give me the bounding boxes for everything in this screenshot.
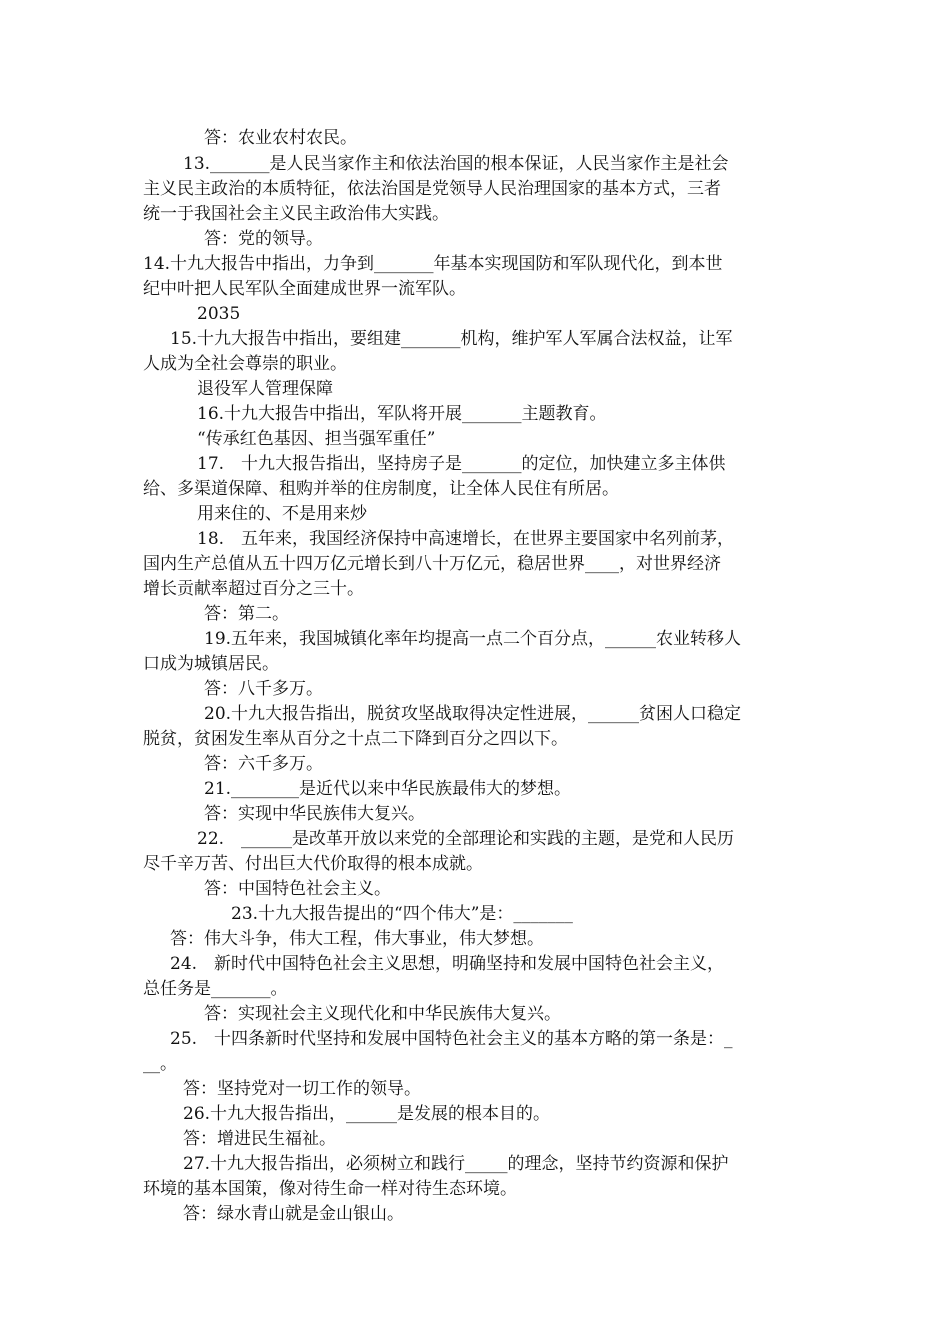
answer-14: 2035 (197, 304, 241, 324)
question-18-line-2: 国内生产总值从五十四万亿元增长到八十万亿元，稳居世界____，对世界经济 (143, 554, 721, 574)
question-24-line-2: 总任务是_______。 (143, 979, 288, 999)
question-21: 21.________是近代以来中华民族最伟大的梦想。 (204, 779, 572, 799)
question-17-line-2: 给、多渠道保障、租购并举的住房制度，让全体人民住有所居。 (143, 479, 619, 499)
answer-23: 答：伟大斗争，伟大工程，伟大事业，伟大梦想。 (170, 929, 544, 949)
answer-15: 退役军人管理保障 (197, 379, 333, 399)
question-13-line-1: 13._______是人民当家作主和依法治国的根本保证，人民当家作主是社会 (183, 154, 729, 174)
answer-17: 用来住的、不是用来炒 (197, 504, 367, 524)
question-19-line-1: 19.五年来，我国城镇化率年均提高一点二个百分点，______农业转移人 (204, 629, 742, 649)
answer-22: 答：中国特色社会主义。 (204, 879, 391, 899)
answer-25: 答：坚持党对一切工作的领导。 (183, 1079, 421, 1099)
answer-18: 答：第二。 (204, 604, 289, 624)
question-14-line-1: 14.十九大报告中指出，力争到_______年基本实现国防和军队现代化，到本世 (143, 254, 723, 274)
question-15-line-2: 人成为全社会尊崇的职业。 (143, 354, 347, 374)
answer-13: 答：党的领导。 (204, 229, 323, 249)
answer-19: 答：八千多万。 (204, 679, 323, 699)
question-17-line-1: 17. 十九大报告指出，坚持房子是_______的定位，加快建立多主体供 (197, 454, 726, 474)
question-13-line-3: 统一于我国社会主义民主政治伟大实践。 (143, 204, 449, 224)
question-27-line-2: 环境的基本国策，像对待生命一样对待生态环境。 (143, 1179, 517, 1199)
question-22-line-1: 22. ______是改革开放以来党的全部理论和实践的主题，是党和人民历 (197, 829, 735, 849)
question-26: 26.十九大报告指出，______是发展的根本目的。 (183, 1104, 551, 1124)
answer-27: 答：绿水青山就是金山银山。 (183, 1204, 404, 1224)
question-14-line-2: 纪中叶把人民军队全面建成世界一流军队。 (143, 279, 466, 299)
question-25-line-2: __。 (143, 1054, 177, 1074)
question-16: 16.十九大报告中指出，军队将开展_______主题教育。 (197, 404, 607, 424)
question-20-line-1: 20.十九大报告指出，脱贫攻坚战取得决定性进展，______贫困人口稳定 (204, 704, 742, 724)
question-18-line-1: 18. 五年来，我国经济保持中高速增长，在世界主要国家中名列前茅， (197, 529, 735, 549)
answer-16: “传承红色基因、担当强军重任” (197, 429, 436, 449)
question-27-line-1: 27.十九大报告指出，必须树立和践行_____的理念，坚持节约资源和保护 (183, 1154, 729, 1174)
question-24-line-1: 24. 新时代中国特色社会主义思想，明确坚持和发展中国特色社会主义， (170, 954, 725, 974)
question-19-line-2: 口成为城镇居民。 (143, 654, 279, 674)
question-18-line-3: 增长贡献率超过百分之三十。 (143, 579, 364, 599)
question-20-line-2: 脱贫，贫困发生率从百分之十点二下降到百分之四以下。 (143, 729, 568, 749)
question-23: 23.十九大报告提出的“四个伟大”是：_______ (231, 904, 573, 924)
answer-21: 答：实现中华民族伟大复兴。 (204, 804, 425, 824)
answer-24: 答：实现社会主义现代化和中华民族伟大复兴。 (204, 1004, 561, 1024)
question-15-line-1: 15.十九大报告中指出，要组建_______机构，维护军人军属合法权益，让军 (170, 329, 733, 349)
question-22-line-2: 尽千辛万苦、付出巨大代价取得的根本成就。 (143, 854, 483, 874)
question-13-line-2: 主义民主政治的本质特征，依法治国是党领导人民治理国家的基本方式，三者 (143, 179, 721, 199)
answer-26: 答：增进民生福祉。 (183, 1129, 336, 1149)
question-25-line-1: 25. 十四条新时代坚持和发展中国特色社会主义的基本方略的第一条是：_ (170, 1029, 733, 1049)
answer-20: 答：六千多万。 (204, 754, 323, 774)
answer-line: 答：农业农村农民。 (204, 128, 357, 148)
